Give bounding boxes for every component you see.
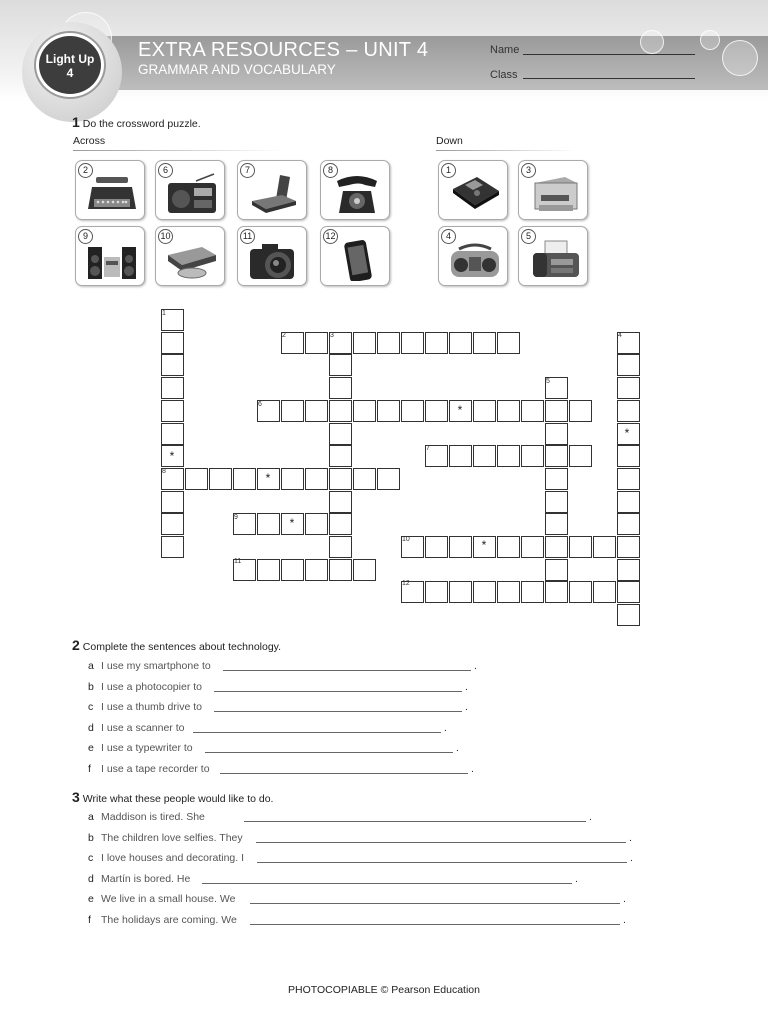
period: . — [629, 832, 632, 844]
crossword-cell[interactable] — [617, 400, 640, 422]
ex3-item-d — [88, 873, 190, 885]
item-text: I use a photocopier to — [101, 681, 202, 693]
crossword-cell[interactable] — [545, 513, 568, 535]
crossword-cell[interactable] — [593, 581, 616, 603]
crossword-cell[interactable] — [281, 559, 304, 581]
crossword-cell[interactable] — [329, 536, 352, 558]
crossword-cell[interactable] — [353, 400, 376, 422]
card-number: 2 — [78, 163, 93, 178]
item-letter: a — [88, 660, 94, 672]
crossword-cell[interactable] — [569, 445, 592, 467]
card-number: 4 — [441, 229, 456, 244]
item-text: Maddison is tired. She — [101, 811, 205, 823]
crossword-cell[interactable] — [329, 559, 352, 581]
crossword-cell[interactable] — [617, 377, 640, 399]
space-marker: * — [481, 538, 487, 552]
crossword-cell[interactable] — [329, 491, 352, 513]
card-number: 7 — [240, 163, 255, 178]
item-letter: e — [88, 742, 94, 754]
crossword-cell[interactable] — [161, 354, 184, 376]
ex3-item-c — [88, 852, 244, 864]
card-number: 6 — [158, 163, 173, 178]
crossword-cell[interactable] — [497, 400, 520, 422]
exercise-1-instruction: Do the crossword puzzle. — [82, 118, 201, 130]
ex2-item-d — [88, 722, 184, 734]
ex2-answer-f[interactable] — [220, 773, 468, 774]
space-marker: * — [457, 403, 463, 417]
crossword-cell[interactable] — [329, 354, 352, 376]
card-number: 11 — [240, 229, 255, 244]
crossword-cell[interactable] — [449, 581, 472, 603]
down-label: Down — [436, 135, 463, 147]
crossword-cell[interactable] — [305, 400, 328, 422]
item-text: I love houses and decorating. I — [101, 852, 245, 864]
ex3-answer-a[interactable] — [244, 821, 586, 822]
crossword-cell[interactable] — [545, 445, 568, 467]
ex2-answer-a[interactable] — [223, 670, 471, 671]
ex2-item-b — [88, 681, 202, 693]
ex2-answer-d[interactable] — [193, 732, 441, 733]
item-letter: f — [88, 763, 91, 775]
period: . — [474, 660, 477, 672]
ex2-item-a — [88, 660, 211, 672]
crossword-cell[interactable] — [521, 536, 544, 558]
clue-number-8: 8 — [162, 468, 166, 475]
crossword-cell[interactable] — [329, 468, 352, 490]
crossword-cell[interactable] — [569, 581, 592, 603]
space-marker: * — [169, 449, 175, 463]
card-number: 3 — [521, 163, 536, 178]
period: . — [623, 914, 626, 926]
logo-line-1: Light Up — [45, 52, 95, 66]
card-number: 10 — [158, 229, 173, 244]
period: . — [465, 681, 468, 693]
crossword-cell[interactable] — [545, 423, 568, 445]
clue-number-6: 6 — [258, 401, 262, 408]
crossword-cell[interactable] — [425, 400, 448, 422]
crossword-cell[interactable] — [497, 536, 520, 558]
crossword-cell[interactable] — [257, 513, 280, 535]
crossword-cell[interactable] — [377, 332, 400, 354]
crossword-cell[interactable] — [329, 400, 352, 422]
crossword-cell[interactable] — [257, 559, 280, 581]
crossword-cell[interactable] — [329, 445, 352, 467]
card-number: 8 — [323, 163, 338, 178]
crossword-cell[interactable] — [473, 445, 496, 467]
crossword-cell[interactable] — [377, 400, 400, 422]
clue-number-2: 2 — [282, 332, 286, 339]
crossword-cell[interactable] — [161, 332, 184, 354]
crossword-cell[interactable] — [353, 468, 376, 490]
card-number: 1 — [441, 163, 456, 178]
card-number: 5 — [521, 229, 536, 244]
space-marker: * — [624, 426, 630, 440]
crossword-cell[interactable] — [329, 377, 352, 399]
clue-number-12: 12 — [402, 580, 410, 587]
clue-number-9: 9 — [234, 514, 238, 521]
crossword-cell[interactable] — [161, 423, 184, 445]
item-text: I use a tape recorder to — [101, 763, 210, 775]
crossword-cell[interactable] — [425, 536, 448, 558]
crossword-cell[interactable] — [545, 536, 568, 558]
across-label: Across — [73, 135, 106, 147]
crossword-cell[interactable] — [617, 604, 640, 626]
item-text: The holidays are coming. We — [101, 914, 237, 926]
crossword-cell[interactable] — [569, 400, 592, 422]
item-letter: c — [88, 701, 94, 713]
crossword-cell[interactable] — [569, 536, 592, 558]
crossword-cell[interactable] — [545, 468, 568, 490]
item-text: The children love selfies. They — [101, 832, 243, 844]
period: . — [465, 701, 468, 713]
crossword-cell[interactable] — [617, 536, 640, 558]
clue-number-5: 5 — [546, 378, 550, 385]
crossword-cell[interactable] — [161, 377, 184, 399]
item-letter: c — [88, 852, 94, 864]
ex2-answer-b[interactable] — [214, 691, 462, 692]
crossword-cell[interactable] — [281, 400, 304, 422]
crossword-cell[interactable] — [617, 445, 640, 467]
exercise-1-number: 1 — [72, 114, 80, 130]
clue-number-4: 4 — [618, 332, 622, 339]
ex2-answer-c[interactable] — [214, 711, 462, 712]
period: . — [589, 811, 592, 823]
crossword-cell[interactable] — [305, 559, 328, 581]
ex2-item-c — [88, 701, 202, 713]
card-number: 9 — [78, 229, 93, 244]
item-text: We live in a small house. We — [101, 893, 236, 905]
crossword-cell[interactable] — [497, 445, 520, 467]
clue-number-3: 3 — [330, 332, 334, 339]
crossword-cell[interactable] — [233, 468, 256, 490]
crossword-cell[interactable] — [209, 468, 232, 490]
clue-number-1: 1 — [162, 310, 166, 317]
crossword-cell[interactable] — [161, 491, 184, 513]
item-text: Martín is bored. He — [101, 873, 191, 885]
crossword-cell[interactable] — [545, 491, 568, 513]
crossword-cell[interactable] — [545, 581, 568, 603]
crossword-cell[interactable] — [593, 536, 616, 558]
crossword-cell[interactable] — [497, 581, 520, 603]
crossword-cell[interactable] — [305, 332, 328, 354]
item-letter: d — [88, 873, 94, 885]
ex2-item-e — [88, 742, 193, 754]
crossword-cell[interactable] — [521, 400, 544, 422]
name-label: Name — [490, 44, 520, 56]
exercise-2-instruction: Complete the sentences about technology. — [82, 641, 282, 653]
crossword-cell[interactable] — [449, 332, 472, 354]
crossword-cell[interactable] — [329, 513, 352, 535]
crossword-cell[interactable] — [545, 400, 568, 422]
period: . — [623, 893, 626, 905]
ex3-item-f — [88, 914, 237, 926]
crossword-cell[interactable] — [425, 332, 448, 354]
period: . — [471, 763, 474, 775]
crossword-cell[interactable] — [185, 468, 208, 490]
ex3-answer-c[interactable] — [257, 862, 627, 863]
crossword-cell[interactable] — [401, 400, 424, 422]
item-text: I use a thumb drive to — [101, 701, 202, 713]
exercise-2-number: 2 — [72, 637, 80, 653]
crossword-cell[interactable] — [521, 581, 544, 603]
ex3-answer-d[interactable] — [202, 883, 572, 884]
item-text: I use a scanner to — [101, 722, 185, 734]
ex3-item-b — [88, 832, 243, 844]
exercise-2-title — [72, 637, 281, 653]
crossword-cell[interactable] — [497, 332, 520, 354]
crossword-cell[interactable] — [305, 513, 328, 535]
space-marker: * — [265, 471, 271, 485]
class-label: Class — [490, 69, 518, 81]
crossword-cell[interactable] — [449, 536, 472, 558]
exercise-3-instruction: Write what these people would like to do. — [82, 793, 274, 805]
footer-copyright: PHOTOCOPIABLE © Pearson Education — [288, 984, 480, 996]
item-letter: e — [88, 893, 94, 905]
crossword-cell[interactable] — [617, 559, 640, 581]
period: . — [444, 722, 447, 734]
ex3-answer-b[interactable] — [256, 842, 626, 843]
worksheet-subtitle: GRAMMAR AND VOCABULARY — [138, 62, 336, 77]
worksheet-title: EXTRA RESOURCES – UNIT 4 — [138, 39, 429, 61]
ex3-item-a — [88, 811, 205, 823]
crossword-cell[interactable] — [617, 468, 640, 490]
ex3-item-e — [88, 893, 235, 905]
ex3-answer-f[interactable] — [250, 924, 620, 925]
crossword-cell[interactable] — [449, 445, 472, 467]
crossword-cell[interactable] — [161, 513, 184, 535]
crossword-cell[interactable] — [473, 332, 496, 354]
ex2-answer-e[interactable] — [205, 752, 453, 753]
item-letter: a — [88, 811, 94, 823]
item-letter: b — [88, 681, 94, 693]
crossword-cell[interactable] — [425, 581, 448, 603]
period: . — [575, 873, 578, 885]
crossword-cell[interactable] — [617, 354, 640, 376]
crossword-cell[interactable] — [473, 400, 496, 422]
crossword-cell[interactable] — [377, 468, 400, 490]
crossword-cell[interactable] — [353, 332, 376, 354]
ex2-item-f — [88, 763, 210, 775]
crossword-cell[interactable] — [545, 559, 568, 581]
period: . — [456, 742, 459, 754]
crossword-cell[interactable] — [161, 536, 184, 558]
exercise-3-title — [72, 789, 273, 805]
item-letter: b — [88, 832, 94, 844]
clue-number-10: 10 — [402, 536, 410, 543]
item-text: I use a typewriter to — [101, 742, 193, 754]
item-text: I use my smartphone to — [101, 660, 211, 672]
exercise-3-number: 3 — [72, 789, 80, 805]
card-number: 12 — [323, 229, 338, 244]
ex3-answer-e[interactable] — [250, 903, 620, 904]
crossword-cell[interactable] — [161, 400, 184, 422]
crossword-cell[interactable] — [401, 332, 424, 354]
clue-number-11: 11 — [234, 558, 242, 565]
crossword-cell[interactable] — [521, 445, 544, 467]
crossword-cell[interactable] — [329, 423, 352, 445]
crossword-cell[interactable] — [617, 581, 640, 603]
item-letter: d — [88, 722, 94, 734]
crossword-cell[interactable] — [473, 581, 496, 603]
crossword-cell[interactable] — [617, 491, 640, 513]
crossword-cell[interactable] — [305, 468, 328, 490]
item-letter: f — [88, 914, 91, 926]
crossword-cell[interactable] — [353, 559, 376, 581]
logo-line-2: 4 — [66, 66, 74, 80]
crossword-cell[interactable] — [617, 513, 640, 535]
space-marker: * — [289, 516, 295, 530]
crossword-cell[interactable] — [281, 468, 304, 490]
clue-number-7: 7 — [426, 445, 430, 452]
period: . — [630, 852, 633, 864]
